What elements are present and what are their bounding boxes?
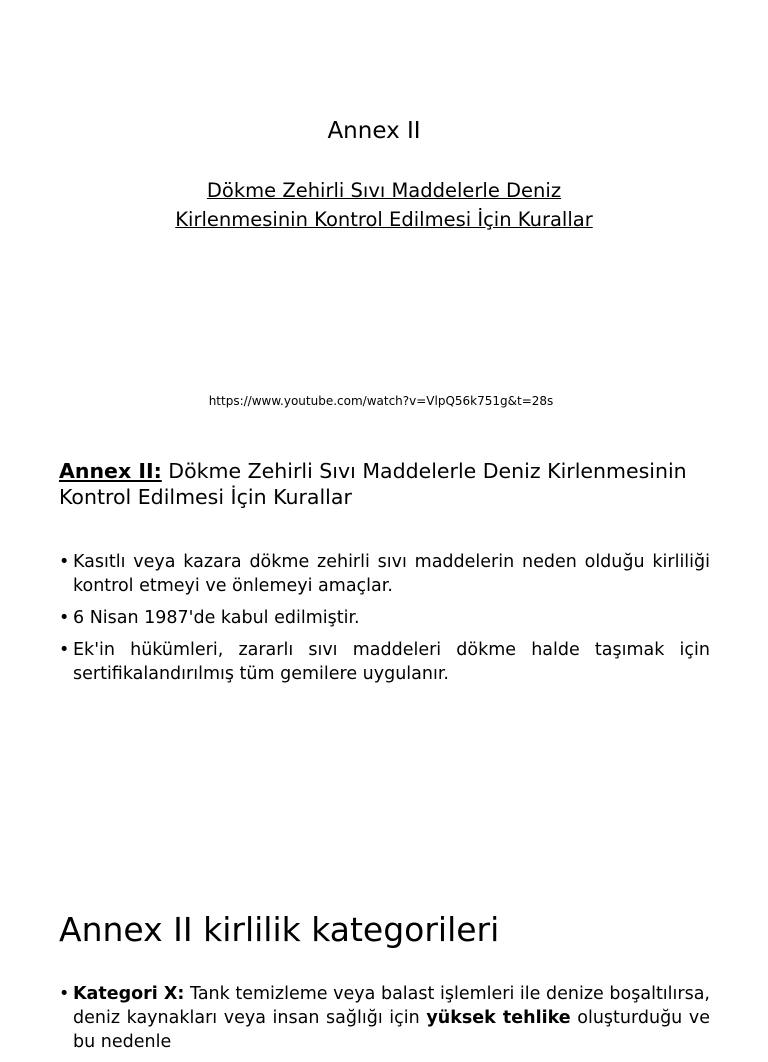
slide-title	[0, 0, 768, 430]
bullet-text-continued: oluşturduğu ve bu nedenle	[73, 1008, 710, 1052]
category-label: Kategori X:	[73, 984, 185, 1004]
heading-rest: Dökme Zehirli Sıvı Maddelerle Deniz Kirlenmesinin Kontrol Edilmesi İçin Kurallar	[59, 459, 687, 509]
subtitle-line-2: Kirlenmesinin Kontrol Edilmesi İçin Kurallar	[175, 208, 593, 231]
bullet-dot: •	[59, 640, 70, 660]
bullet-dot: •	[59, 984, 70, 1004]
heading-lead: Annex II:	[59, 459, 162, 483]
slide-heading	[59, 458, 719, 510]
list-item	[59, 638, 710, 686]
bullet-emphasis: yüksek tehlike	[426, 1008, 571, 1028]
bullet-text: Kasıtlı veya kazara dökme zehirli sıvı maddelerin neden olduğu kirliliği kontrol etmeyi ve önlemeyi amaçlar.	[73, 552, 710, 596]
video-link[interactable]: https://www.youtube.com/watch?v=VlpQ56k751g&t=28s	[208, 394, 554, 408]
slide-title-heading: Annex II	[327, 118, 421, 144]
slide-heading: Annex II kirlilik kategorileri	[59, 910, 500, 949]
bullet-list	[59, 982, 710, 1062]
bullet-text: 6 Nisan 1987'de kabul edilmiştir.	[73, 608, 360, 628]
slide-pollution-categories	[0, 860, 768, 1052]
subtitle-line-1: Dökme Zehirli Sıvı Maddelerle Deniz	[206, 179, 562, 202]
slide-title-subtitle	[0, 176, 768, 234]
list-item	[59, 982, 710, 1054]
slide-annex-overview	[0, 440, 768, 860]
bullet-dot: •	[59, 608, 70, 628]
bullet-text: Tank temizleme veya balast işlemleri ile denize boşaltılırsa, deniz kaynakları veya insan sağlığı için	[73, 984, 710, 1028]
bullet-list	[59, 550, 710, 694]
list-item	[59, 606, 710, 630]
list-item	[59, 550, 710, 598]
bullet-dot: •	[59, 552, 70, 572]
bullet-text: Ek'in hükümleri, zararlı sıvı maddeleri dökme halde taşımak için sertifikalandırılmış tüm gemilere uygulanır.	[73, 640, 710, 684]
